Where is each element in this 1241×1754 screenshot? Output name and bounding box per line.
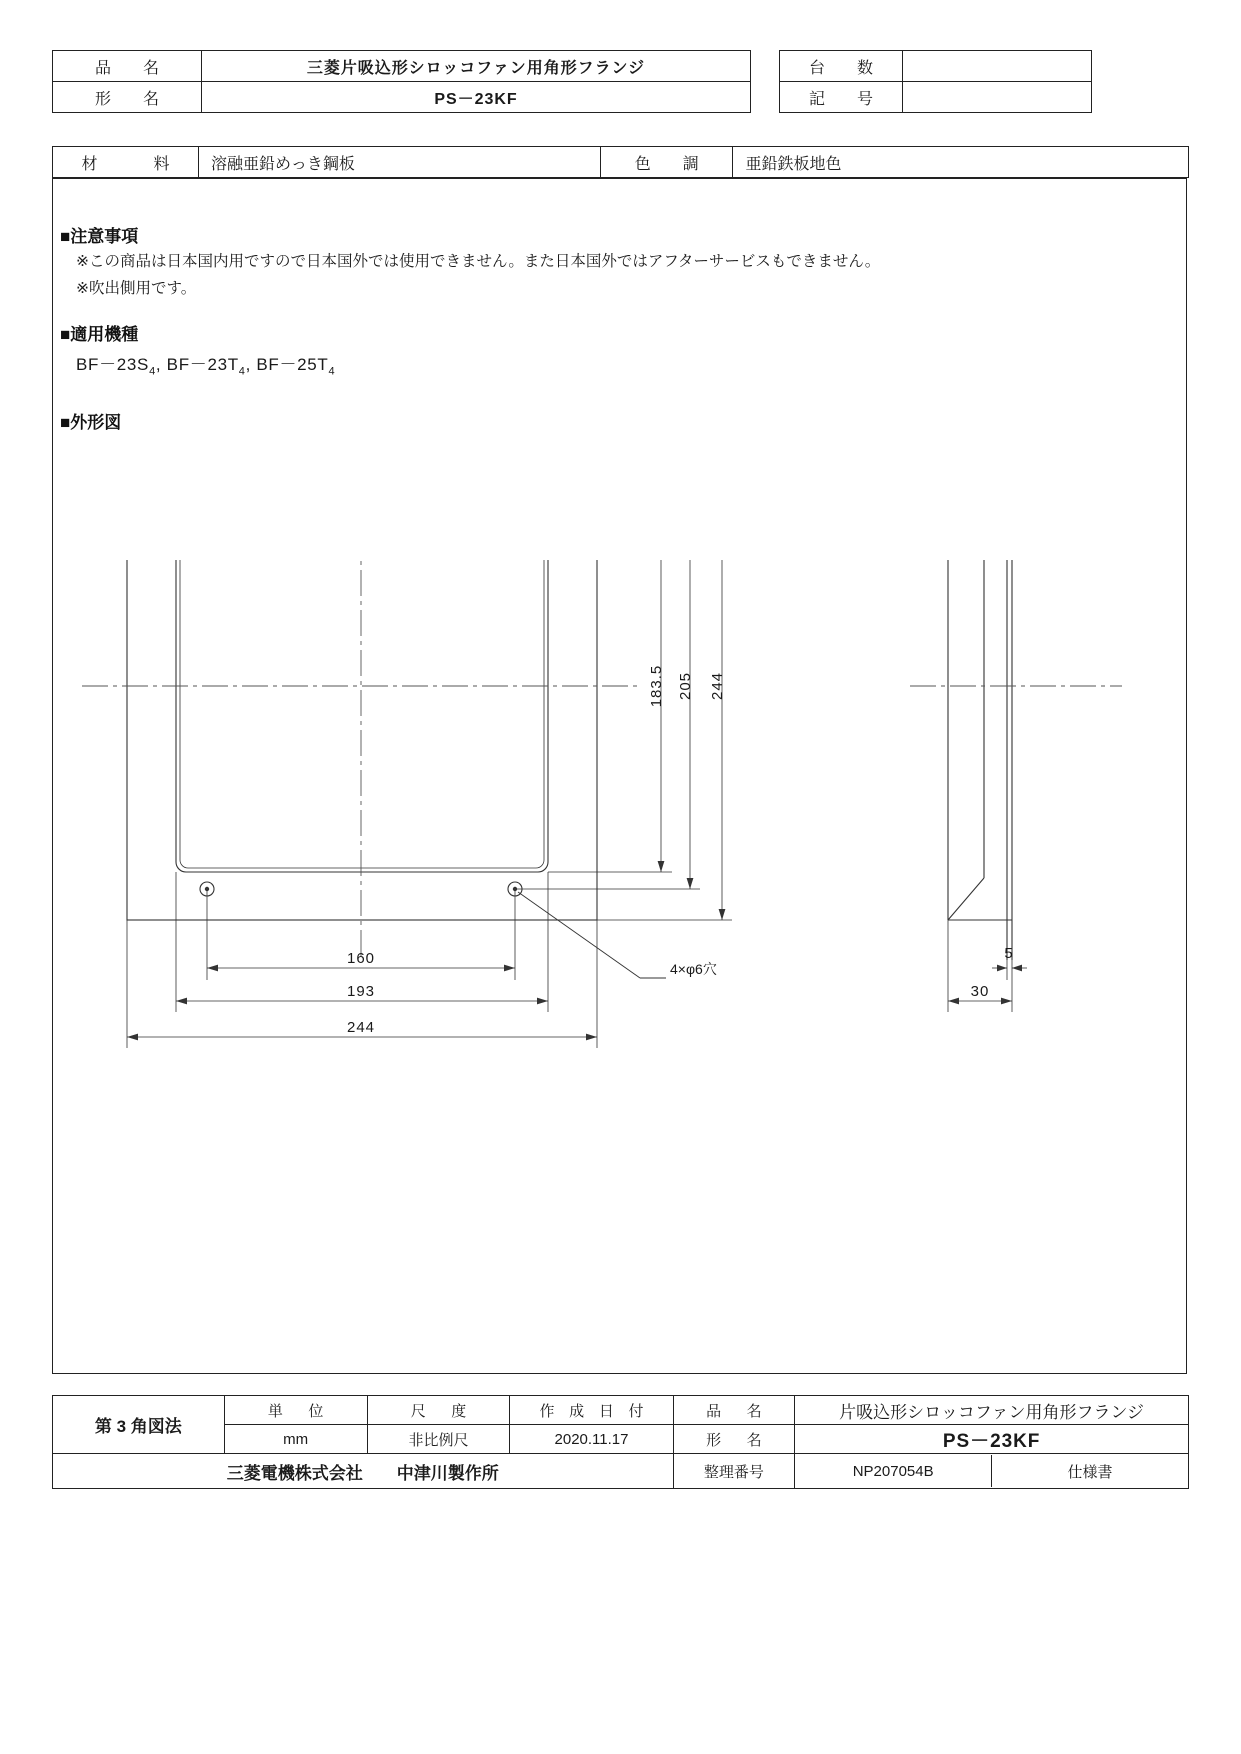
notes-title bbox=[60, 222, 138, 247]
models-title bbox=[60, 320, 138, 345]
doc-no-label: 整理番号 bbox=[673, 1454, 795, 1489]
table-row bbox=[53, 1454, 1189, 1489]
doc-no-value: NP207054B bbox=[795, 1455, 991, 1487]
dim-flange-thickness: 5 bbox=[1004, 945, 1014, 962]
table-row bbox=[53, 1396, 1189, 1425]
doc-no-cell bbox=[795, 1454, 1189, 1489]
material-value: 溶融亜鉛めっき鋼板 bbox=[199, 147, 601, 178]
projection-method: 第 3 角図法 bbox=[53, 1396, 225, 1454]
unit-label: 単 位 bbox=[224, 1396, 367, 1425]
unit-value: mm bbox=[224, 1425, 367, 1454]
symbol-label: 記 号 bbox=[780, 82, 903, 113]
notes-line-2: ※吹出側用です。 bbox=[76, 280, 197, 297]
table-row bbox=[53, 82, 1092, 113]
dim-inner-width: 193 bbox=[346, 983, 376, 1000]
outline-title-text: ■外形図 bbox=[60, 413, 122, 432]
item-value: 片吸込形シロッコファン用角形フランジ bbox=[795, 1396, 1189, 1425]
model-name-value: PS－23KF bbox=[202, 82, 751, 113]
header-table-material bbox=[52, 146, 1189, 178]
header-table-top bbox=[52, 50, 1092, 113]
outline-title bbox=[60, 408, 121, 433]
spacer-cell bbox=[751, 51, 780, 82]
quantity-label: 台 数 bbox=[780, 51, 903, 82]
models-list-text: $BF-23S_4$, $BF-23T_4$, $BF-25T_4$ bbox=[76, 355, 336, 378]
table-row bbox=[795, 1455, 1188, 1487]
models-title-text: ■適用機種 bbox=[60, 325, 139, 344]
outline-drawing bbox=[52, 560, 1187, 1200]
doc-type: 仕様書 bbox=[1067, 1463, 1113, 1481]
table-row bbox=[53, 147, 1189, 178]
date-value: 2020.11.17 bbox=[510, 1425, 673, 1454]
models-list bbox=[76, 350, 335, 377]
notes-line-1: ※この商品は日本国内用ですので日本国外では使用できません。また日本国外ではアフターサービスもできません。 bbox=[76, 253, 881, 270]
dim-hole-note: 4×φ6穴 bbox=[670, 961, 717, 977]
dim-depth: 30 bbox=[970, 983, 990, 1000]
scale-value: 非比例尺 bbox=[367, 1425, 510, 1454]
company-name: 三菱電機株式会社 中津川製作所 bbox=[53, 1454, 674, 1489]
color-label: 色 調 bbox=[600, 147, 733, 178]
dim-plate-width: 244 bbox=[346, 1019, 376, 1036]
date-label: 作 成 日 付 bbox=[510, 1396, 673, 1425]
footer-table bbox=[52, 1395, 1189, 1489]
item-name-value: 三菱片吸込形シロッコファン用角形フランジ bbox=[202, 51, 751, 82]
symbol-value bbox=[903, 82, 1092, 113]
notes-title-text: ■注意事項 bbox=[60, 227, 139, 246]
color-value: 亜鉛鉄板地色 bbox=[733, 147, 1189, 178]
dim-plate-height: 244 bbox=[709, 671, 726, 701]
model-label: 形 名 bbox=[673, 1425, 795, 1454]
dim-inner-height: 183.5 bbox=[648, 664, 665, 708]
footer-block bbox=[52, 1395, 1189, 1489]
dim-hole-pitch-v: 205 bbox=[677, 671, 694, 701]
item-name-label: 品 名 bbox=[53, 51, 202, 82]
quantity-value bbox=[903, 51, 1092, 82]
model-name-label: 形 名 bbox=[53, 82, 202, 113]
table-row bbox=[53, 51, 1092, 82]
spacer-cell bbox=[751, 82, 780, 113]
material-label: 材 料 bbox=[53, 147, 199, 178]
model-value: PS－23KF bbox=[795, 1425, 1189, 1454]
item-label: 品 名 bbox=[673, 1396, 795, 1425]
scale-label: 尺 度 bbox=[367, 1396, 510, 1425]
dim-hole-pitch-h: 160 bbox=[346, 950, 376, 967]
